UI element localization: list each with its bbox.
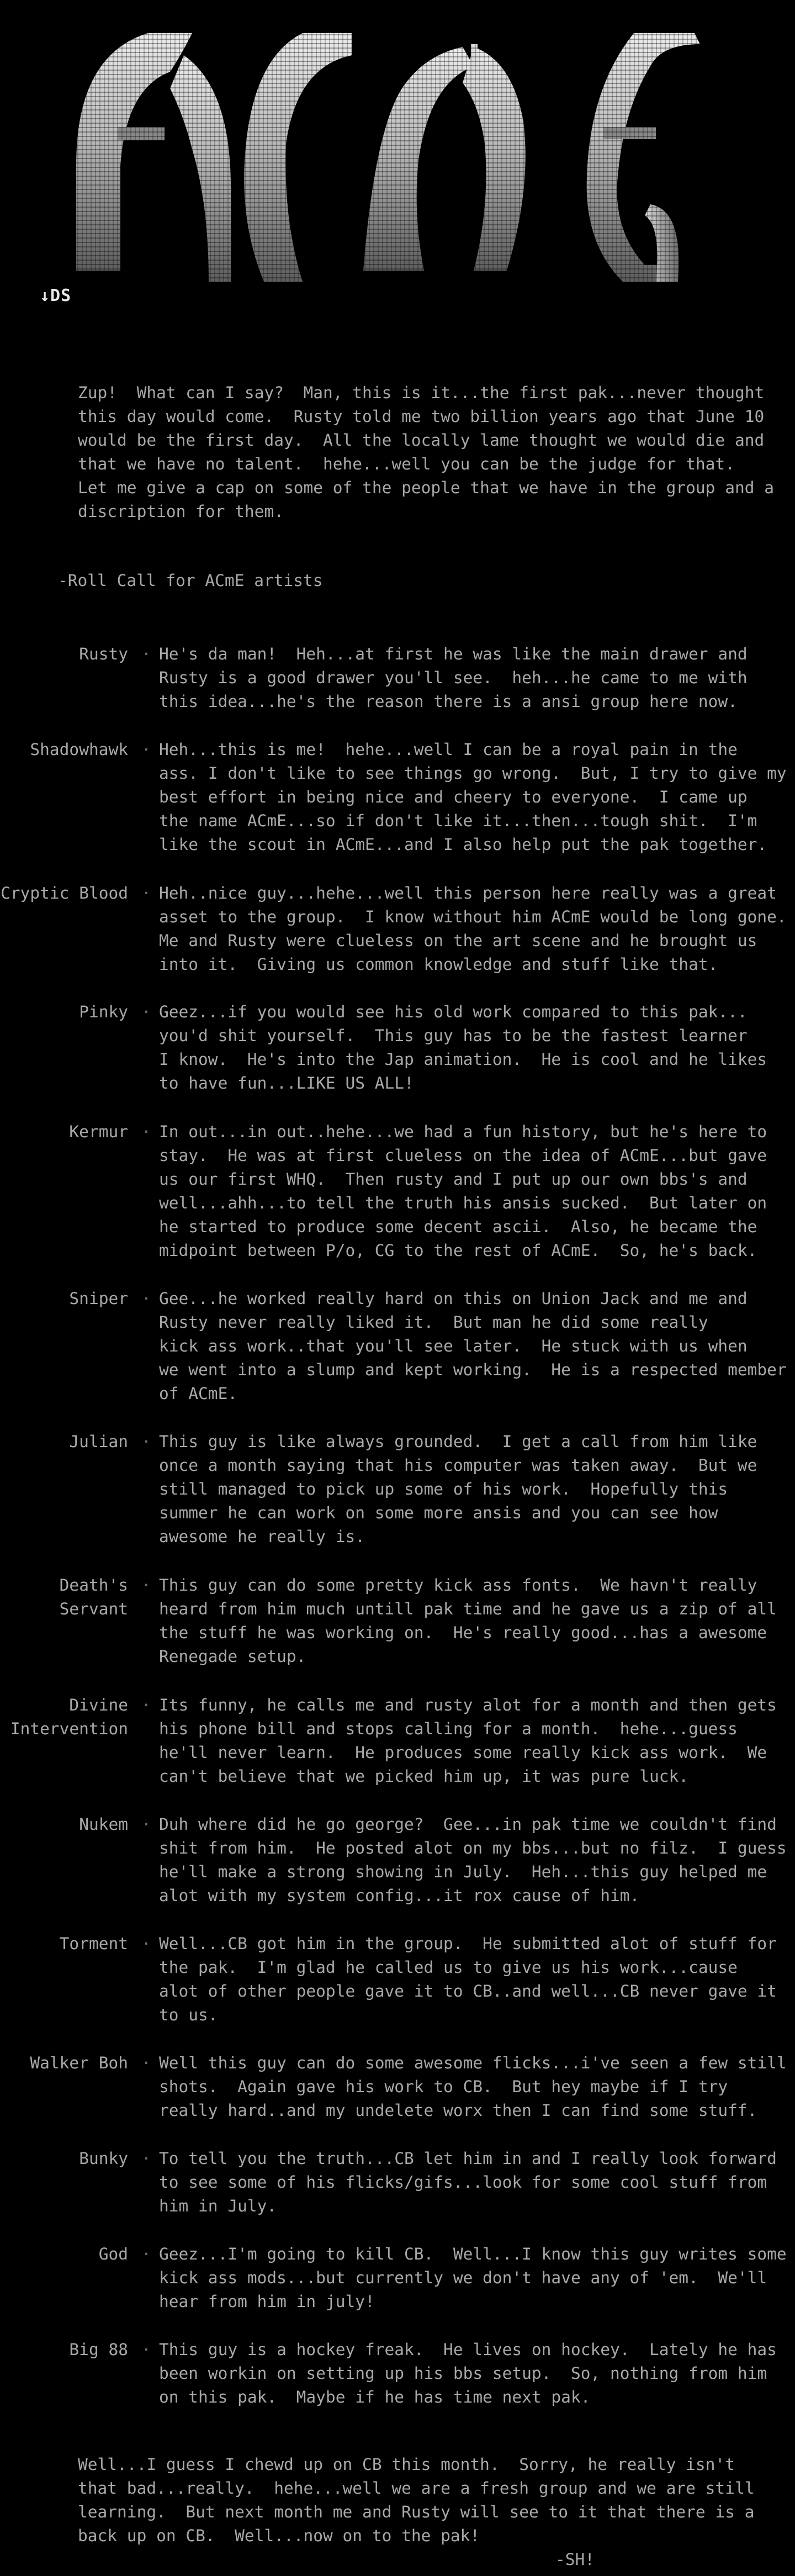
member-description: This guy is a hockey freak. He lives on hockey. Lately he has been workin on setting up his bbs setup. So, nothing from him on this pak. Maybe if he has time next pak.	[159, 2340, 777, 2406]
member-description: Its funny, he calls me and rusty alot for a month and then gets his phone bill and stops calling for a month. hehe...guess he'll never learn. He produces some really kick ass work. We can't believe that we picked him up, it was pure luck.	[159, 1696, 777, 1786]
member-name: Sniper	[69, 1289, 128, 1308]
separator-dot: ·	[141, 2245, 151, 2263]
member-name: Big 88	[69, 2340, 128, 2359]
member-description: This guy can do some pretty kick ass fonts. We havn't really heard from him much untill pak time and he gave us a zip of all the stuff he was working on. He's really good...has a awesome Renegade setup.	[159, 1576, 777, 1666]
separator-dot: ·	[141, 1432, 151, 1451]
member-name: Pinky	[79, 1002, 128, 1021]
separator-dot: ·	[141, 884, 151, 902]
member-description: This guy is like always grounded. I get a call from him like once a month saying that his computer was taken away. But we still managed to pick up some of his work. Hopefully this summer he can work on some more ansis and you can see how awesome he really is.	[159, 1432, 757, 1546]
separator-dot: ·	[141, 1002, 151, 1021]
member-name: Death's Servant	[59, 1576, 128, 1618]
separator-dot: ·	[141, 2054, 151, 2072]
member-description: To tell you the truth...CB let him in and I really look forward to see some of his flicks/gifs...look for some cool stuff from him in July.	[159, 2149, 777, 2215]
member-description: Duh where did he go george? Gee...in pak time we couldn't find shit from him. He posted alot on my bbs...but no filz. I guess he'll make a strong showing in July. Heh...this guy helped me alot with my system config...it rox cause of him.	[159, 1815, 787, 1905]
separator-dot: ·	[141, 1815, 151, 1834]
member-name: God	[98, 2245, 128, 2263]
member-description: Geez...if you would see his old work compared to this pak... you'd shit yourself. This guy has to be the fastest learner I know. He's into the Jap animation. He is cool and he likes to have fun...LIKE US ALL!	[159, 1002, 767, 1092]
member-description: Geez...I'm going to kill CB. Well...I know this guy writes some kick ass mods...but currently we don't have any of 'em. We'll hear from him in july!	[159, 2245, 787, 2311]
member-name: Torment	[59, 1934, 128, 1953]
member-name: Cryptic Blood	[1, 884, 128, 902]
member-description: In out...in out..hehe...we had a fun history, but he's here to stay. He was at first clueless on the idea of ACmE...but gave us our first WHQ. Then rusty and I put up our own bbs's and well...ahh...to tell the truth his ansis sucked. But later on he started to produce some decent ascii. Also, he became the midpoint between P/o, CG to the rest of ACmE. So, he's back.	[159, 1122, 767, 1260]
member-description: Gee...he worked really hard on this on Union Jack and me and Rusty never really liked it. But man he did some really kick ass work..that you'll see later. He stuck with us when we went into a slump and kept working. He is a respected member of ACmE.	[159, 1289, 787, 1403]
separator-dot: ·	[141, 1289, 151, 1308]
roll-call-heading: -Roll Call for ACmE artists	[58, 571, 323, 590]
member-name: Kermur	[69, 1122, 128, 1141]
acme-logo	[65, 22, 722, 298]
member-name: Nukem	[79, 1815, 128, 1834]
member-description: Well this guy can do some awesome flicks...i've seen a few still shots. Again gave his work to CB. But hey maybe if I try really hard..and my undelete worx then I can find some stuff.	[159, 2054, 787, 2120]
member-description: He's da man! Heh...at first he was like the main drawer and Rusty is a good drawer you'll see. heh...he came to me with this idea...he's the reason there is a ansi group here now.	[159, 645, 748, 711]
separator-dot: ·	[141, 645, 151, 663]
artist-signature-tag: ↓DS	[40, 286, 72, 305]
intro-paragraph: Zup! What can I say? Man, this is it...the first pak...never thought this day would come. Rusty told me two billion years ago that June 10 would be the first day. All the locally lame thought we would die and that we have no talent. hehe...well you can be the judge for that. Let me give a cap on some of the people that we have in the group and a discription for them.	[78, 383, 774, 521]
member-name: Bunky	[79, 2149, 128, 2168]
separator-dot: ·	[141, 1576, 151, 1595]
member-name: Walker Boh	[30, 2054, 128, 2072]
member-description: Well...CB got him in the group. He submitted alot of stuff for the pak. I'm glad he called us to give us his work...cause alot of other people gave it to CB..and well...CB never gave it to us.	[159, 1934, 777, 2024]
separator-dot: ·	[141, 740, 151, 759]
closing-paragraph: Well...I guess I chewd up on CB this month. Sorry, he really isn't that bad...really. hehe...well we are a fresh group and we are still learning. But next month me and Rusty will see to it that there is a back up on CB. Well...now on to the pak!	[78, 2455, 755, 2545]
member-name: Divine Intervention	[10, 1696, 128, 1738]
member-name: Rusty	[79, 645, 128, 663]
separator-dot: ·	[141, 1122, 151, 1141]
member-description: Heh...this is me! hehe...well I can be a royal pain in the ass. I don't like to see things go wrong. But, I try to give my best effort in being nice and cheery to everyone. I came up the name ACmE...so if don't like it...then...tough shit. I'm like the scout in ACmE...and I also help put the pak together.	[159, 740, 787, 854]
signoff: -SH!	[555, 2550, 595, 2569]
separator-dot: ·	[141, 1934, 151, 1953]
member-name: Julian	[69, 1432, 128, 1451]
member-name: Shadowhawk	[30, 740, 128, 759]
separator-dot: ·	[141, 2340, 151, 2359]
separator-dot: ·	[141, 1696, 151, 1714]
separator-dot: ·	[141, 2149, 151, 2168]
member-description: Heh..nice guy...hehe...well this person here really was a great asset to the group. I know without him ACmE would be long gone. Me and Rusty were clueless on the art scene and he brought us into it. Giving us common knowledge and stuff like that.	[159, 884, 787, 974]
